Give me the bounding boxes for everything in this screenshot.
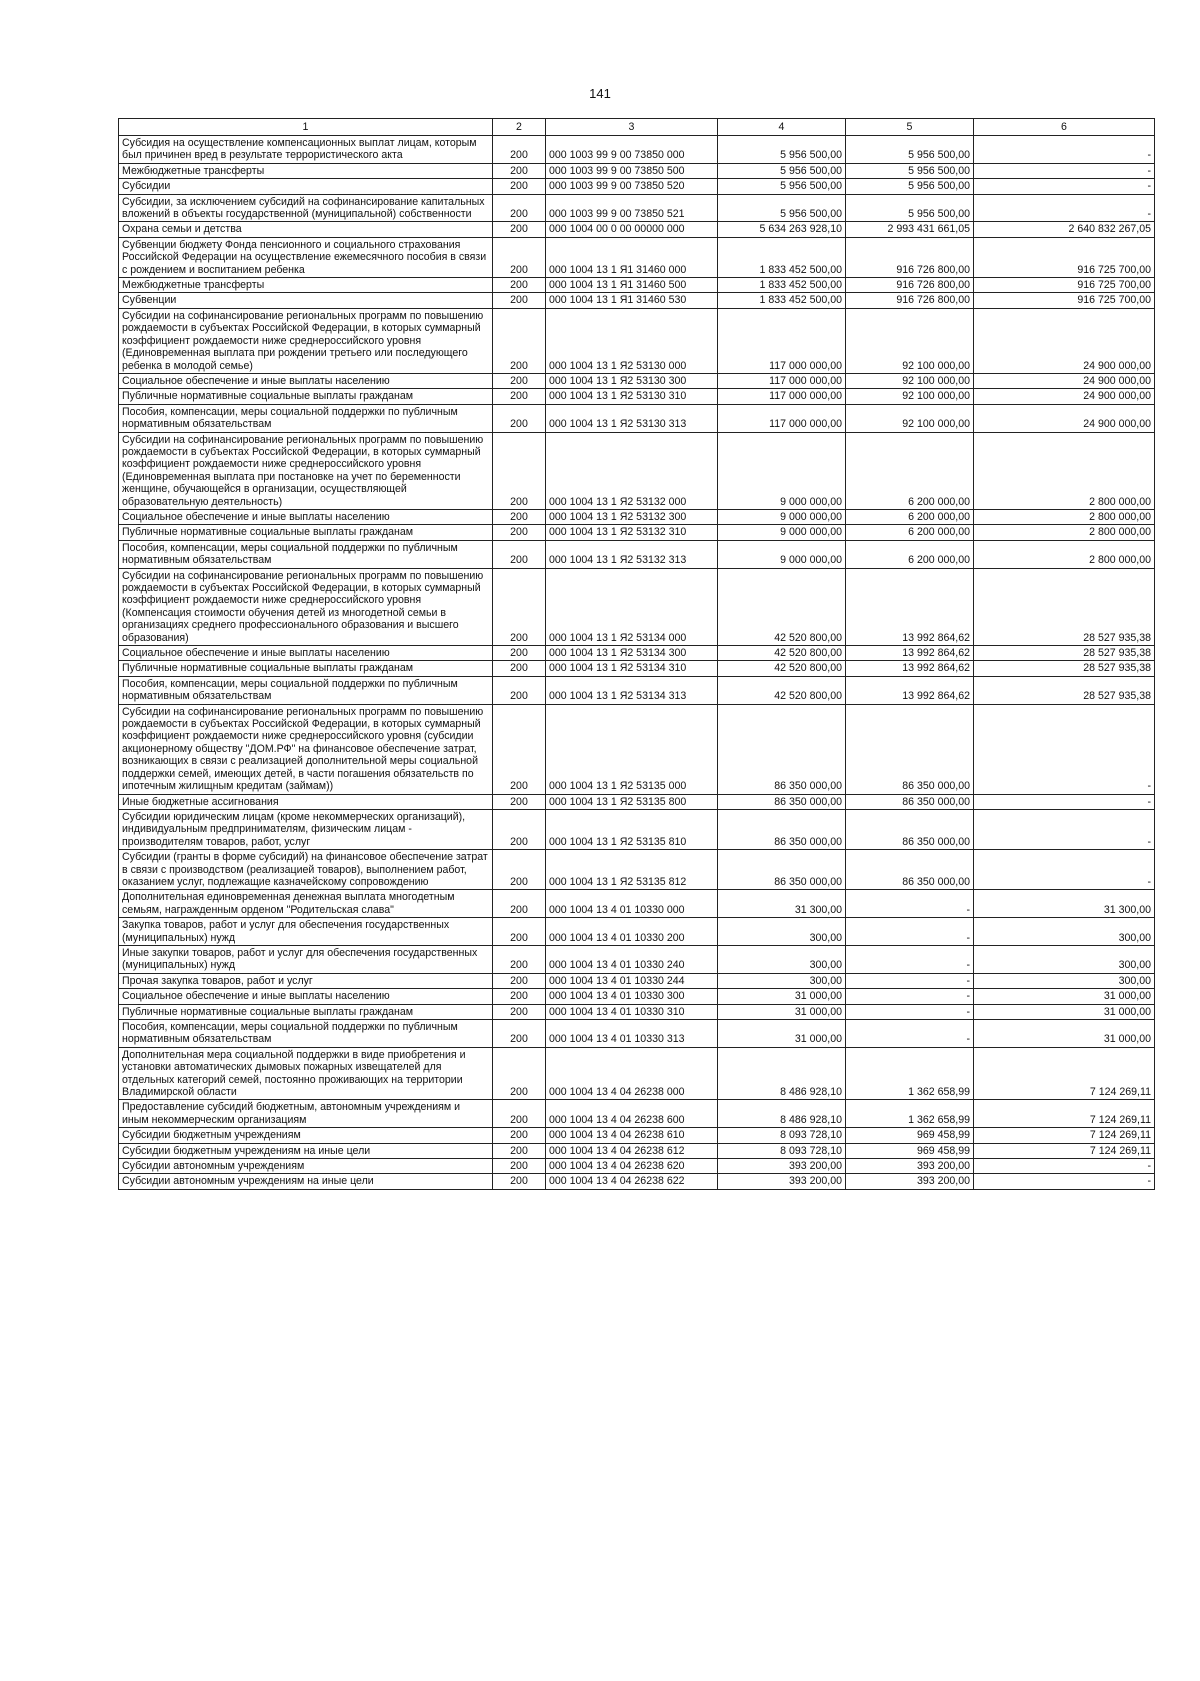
row-amount-col6: -	[974, 163, 1155, 178]
row-admin-code: 200	[493, 540, 546, 568]
table-row	[119, 308, 1155, 373]
row-name: Публичные нормативные социальные выплаты гражданам	[119, 389, 493, 404]
table-body	[119, 136, 1155, 1190]
row-admin-code: 200	[493, 222, 546, 237]
row-classification-code: 000 1004 13 4 01 10330 200	[546, 918, 718, 946]
row-amount-col6: 24 900 000,00	[974, 308, 1155, 373]
row-amount-col4: 5 634 263 928,10	[718, 222, 846, 237]
row-amount-col5: 92 100 000,00	[846, 404, 974, 432]
row-amount-col4: 5 956 500,00	[718, 194, 846, 222]
row-amount-col6: -	[974, 704, 1155, 794]
row-amount-col6: -	[974, 194, 1155, 222]
row-amount-col6: 7 124 269,11	[974, 1128, 1155, 1143]
row-admin-code: 200	[493, 1100, 546, 1128]
row-amount-col4: 300,00	[718, 973, 846, 988]
row-admin-code: 200	[493, 509, 546, 524]
row-name: Субсидии автономным учреждениям	[119, 1159, 493, 1174]
table-row	[119, 890, 1155, 918]
row-amount-col5: 86 350 000,00	[846, 809, 974, 849]
row-name: Субсидии (гранты в форме субсидий) на финансовое обеспечение затрат в связи с производством (реализацией товаров), выполнением работ, оказанием услуг, подлежащие казначейскому сопровождению	[119, 850, 493, 890]
row-amount-col4: 300,00	[718, 918, 846, 946]
table-row	[119, 136, 1155, 164]
row-admin-code: 200	[493, 1174, 546, 1189]
row-amount-col4: 9 000 000,00	[718, 525, 846, 540]
row-amount-col4: 1 833 452 500,00	[718, 293, 846, 308]
row-amount-col5: 6 200 000,00	[846, 525, 974, 540]
row-admin-code: 200	[493, 973, 546, 988]
row-amount-col5: -	[846, 1004, 974, 1019]
row-classification-code: 000 1004 13 4 01 10330 310	[546, 1004, 718, 1019]
row-amount-col6: 24 900 000,00	[974, 404, 1155, 432]
row-amount-col5: 5 956 500,00	[846, 163, 974, 178]
row-admin-code: 200	[493, 850, 546, 890]
row-classification-code: 000 1004 13 1 Я1 31460 000	[546, 237, 718, 277]
table-row	[119, 1128, 1155, 1143]
row-amount-col6: 7 124 269,11	[974, 1047, 1155, 1100]
row-amount-col6: 24 900 000,00	[974, 389, 1155, 404]
row-admin-code: 200	[493, 237, 546, 277]
row-classification-code: 000 1004 13 1 Я2 53135 000	[546, 704, 718, 794]
row-amount-col5: 6 200 000,00	[846, 509, 974, 524]
row-name: Субсидии на софинансирование региональных программ по повышению рождаемости в субъектах Российской Федерации, в которых суммарный коэффициент рождаемости ниже среднероссийского уровня (Компенсация стоимости обучения детей из многодетной семьи в организациях среднего профессионального образования и высшего образования)	[119, 568, 493, 645]
row-admin-code: 200	[493, 661, 546, 676]
row-classification-code: 000 1004 13 1 Я2 53130 300	[546, 373, 718, 388]
budget-table	[118, 118, 1155, 1190]
row-amount-col5: 5 956 500,00	[846, 194, 974, 222]
row-amount-col6: 2 800 000,00	[974, 509, 1155, 524]
row-amount-col6: 31 000,00	[974, 1020, 1155, 1048]
row-name: Социальное обеспечение и иные выплаты населению	[119, 373, 493, 388]
table-row	[119, 293, 1155, 308]
row-amount-col4: 1 833 452 500,00	[718, 278, 846, 293]
table-row	[119, 1174, 1155, 1189]
header-col-3: 3	[546, 119, 718, 136]
row-amount-col4: 86 350 000,00	[718, 794, 846, 809]
row-classification-code: 000 1004 13 1 Я2 53135 800	[546, 794, 718, 809]
row-amount-col6: 2 800 000,00	[974, 525, 1155, 540]
row-name: Пособия, компенсации, меры социальной поддержки по публичным нормативным обязательствам	[119, 676, 493, 704]
row-classification-code: 000 1004 13 1 Я2 53132 310	[546, 525, 718, 540]
row-amount-col4: 42 520 800,00	[718, 568, 846, 645]
row-amount-col4: 31 300,00	[718, 890, 846, 918]
row-name: Субвенции бюджету Фонда пенсионного и социального страхования Российской Федерации на осуществление ежемесячного пособия в связи с рождением и воспитанием ребенка	[119, 237, 493, 277]
row-amount-col4: 117 000 000,00	[718, 373, 846, 388]
row-name: Предоставление субсидий бюджетным, автономным учреждениям и иным некоммерческим организациям	[119, 1100, 493, 1128]
row-classification-code: 000 1004 13 1 Я2 53135 810	[546, 809, 718, 849]
table-row	[119, 1100, 1155, 1128]
row-name: Субвенции	[119, 293, 493, 308]
row-amount-col5: 92 100 000,00	[846, 308, 974, 373]
row-amount-col4: 117 000 000,00	[718, 404, 846, 432]
header-col-4: 4	[718, 119, 846, 136]
row-name: Прочая закупка товаров, работ и услуг	[119, 973, 493, 988]
row-admin-code: 200	[493, 945, 546, 973]
table-row	[119, 389, 1155, 404]
row-name: Иные бюджетные ассигнования	[119, 794, 493, 809]
row-name: Закупка товаров, работ и услуг для обеспечения государственных (муниципальных) нужд	[119, 918, 493, 946]
row-admin-code: 200	[493, 890, 546, 918]
table-row	[119, 973, 1155, 988]
row-classification-code: 000 1003 99 9 00 73850 521	[546, 194, 718, 222]
table-row	[119, 179, 1155, 194]
row-amount-col6: 2 800 000,00	[974, 432, 1155, 509]
row-classification-code: 000 1004 13 4 04 26238 610	[546, 1128, 718, 1143]
row-name: Публичные нормативные социальные выплаты гражданам	[119, 525, 493, 540]
table-row	[119, 1004, 1155, 1019]
row-amount-col5: 13 992 864,62	[846, 661, 974, 676]
row-classification-code: 000 1004 13 1 Я2 53132 300	[546, 509, 718, 524]
row-classification-code: 000 1004 13 1 Я2 53134 313	[546, 676, 718, 704]
row-admin-code: 200	[493, 389, 546, 404]
row-classification-code: 000 1004 13 4 01 10330 300	[546, 989, 718, 1004]
table-row	[119, 1143, 1155, 1158]
row-admin-code: 200	[493, 568, 546, 645]
row-amount-col4: 117 000 000,00	[718, 308, 846, 373]
row-classification-code: 000 1003 99 9 00 73850 500	[546, 163, 718, 178]
row-admin-code: 200	[493, 373, 546, 388]
header-col-6: 6	[974, 119, 1155, 136]
row-admin-code: 200	[493, 1143, 546, 1158]
row-classification-code: 000 1003 99 9 00 73850 520	[546, 179, 718, 194]
header-col-1: 1	[119, 119, 493, 136]
row-name: Субсидии	[119, 179, 493, 194]
row-name: Субсидия на осуществление компенсационных выплат лицам, которым был причинен вред в результате террористического акта	[119, 136, 493, 164]
row-name: Публичные нормативные социальные выплаты гражданам	[119, 1004, 493, 1019]
row-amount-col4: 42 520 800,00	[718, 661, 846, 676]
table-row	[119, 661, 1155, 676]
row-amount-col5: 393 200,00	[846, 1174, 974, 1189]
row-amount-col5: 1 362 658,99	[846, 1047, 974, 1100]
row-admin-code: 200	[493, 194, 546, 222]
row-name: Охрана семьи и детства	[119, 222, 493, 237]
row-amount-col5: 92 100 000,00	[846, 373, 974, 388]
table-row	[119, 404, 1155, 432]
row-amount-col5: -	[846, 1020, 974, 1048]
row-name: Социальное обеспечение и иные выплаты населению	[119, 646, 493, 661]
table-row	[119, 568, 1155, 645]
row-name: Пособия, компенсации, меры социальной поддержки по публичным нормативным обязательствам	[119, 1020, 493, 1048]
row-name: Дополнительная единовременная денежная выплата многодетным семьям, награжденным орденом "Родительская слава"	[119, 890, 493, 918]
row-amount-col5: 916 726 800,00	[846, 237, 974, 277]
row-amount-col5: 5 956 500,00	[846, 136, 974, 164]
row-name: Межбюджетные трансферты	[119, 163, 493, 178]
row-admin-code: 200	[493, 136, 546, 164]
row-admin-code: 200	[493, 293, 546, 308]
row-admin-code: 200	[493, 1020, 546, 1048]
row-amount-col5: 86 350 000,00	[846, 704, 974, 794]
row-classification-code: 000 1004 13 4 04 26238 612	[546, 1143, 718, 1158]
row-amount-col4: 8 093 728,10	[718, 1143, 846, 1158]
table-row	[119, 676, 1155, 704]
row-amount-col6: 916 725 700,00	[974, 293, 1155, 308]
row-classification-code: 000 1004 13 1 Я1 31460 500	[546, 278, 718, 293]
row-name: Субсидии бюджетным учреждениям	[119, 1128, 493, 1143]
table-row	[119, 918, 1155, 946]
row-amount-col6: -	[974, 794, 1155, 809]
row-name: Социальное обеспечение и иные выплаты населению	[119, 509, 493, 524]
row-name: Субсидии на софинансирование региональных программ по повышению рождаемости в субъектах Российской Федерации, в которых суммарный коэффициент рождаемости ниже среднероссийского уровня (Единовременная выплата при постановке на учет по беременности женщине, обучающейся в организации, осуществляющей образовательную деятельность)	[119, 432, 493, 509]
row-admin-code: 200	[493, 809, 546, 849]
row-amount-col5: 2 993 431 661,05	[846, 222, 974, 237]
row-name: Субсидии юридическим лицам (кроме некоммерческих организаций), индивидуальным предпринимателям, физическим лицам - производителям товаров, работ, услуг	[119, 809, 493, 849]
row-classification-code: 000 1004 13 4 04 26238 600	[546, 1100, 718, 1128]
row-amount-col6: 28 527 935,38	[974, 646, 1155, 661]
row-amount-col6: 31 000,00	[974, 1004, 1155, 1019]
row-amount-col4: 42 520 800,00	[718, 646, 846, 661]
row-classification-code: 000 1004 13 1 Я2 53134 000	[546, 568, 718, 645]
table-header-row	[119, 119, 1155, 136]
row-amount-col5: 13 992 864,62	[846, 676, 974, 704]
row-name: Пособия, компенсации, меры социальной поддержки по публичным нормативным обязательствам	[119, 404, 493, 432]
page-number: 141	[589, 86, 611, 101]
row-amount-col4: 31 000,00	[718, 989, 846, 1004]
row-amount-col5: 6 200 000,00	[846, 540, 974, 568]
table-row	[119, 850, 1155, 890]
row-classification-code: 000 1003 99 9 00 73850 000	[546, 136, 718, 164]
table-row	[119, 509, 1155, 524]
row-amount-col6: -	[974, 1174, 1155, 1189]
row-classification-code: 000 1004 13 4 01 10330 244	[546, 973, 718, 988]
row-classification-code: 000 1004 00 0 00 00000 000	[546, 222, 718, 237]
row-amount-col6: 7 124 269,11	[974, 1100, 1155, 1128]
row-classification-code: 000 1004 13 1 Я2 53135 812	[546, 850, 718, 890]
table-row	[119, 989, 1155, 1004]
row-amount-col5: 86 350 000,00	[846, 794, 974, 809]
row-classification-code: 000 1004 13 1 Я2 53130 000	[546, 308, 718, 373]
row-amount-col4: 300,00	[718, 945, 846, 973]
row-amount-col5: 86 350 000,00	[846, 850, 974, 890]
row-amount-col4: 5 956 500,00	[718, 136, 846, 164]
row-amount-col5: -	[846, 890, 974, 918]
row-amount-col5: 393 200,00	[846, 1159, 974, 1174]
row-name: Межбюджетные трансферты	[119, 278, 493, 293]
row-amount-col4: 393 200,00	[718, 1159, 846, 1174]
row-amount-col5: 969 458,99	[846, 1143, 974, 1158]
table-row	[119, 1020, 1155, 1048]
table-row	[119, 794, 1155, 809]
table-row	[119, 1159, 1155, 1174]
row-classification-code: 000 1004 13 1 Я1 31460 530	[546, 293, 718, 308]
row-amount-col5: 13 992 864,62	[846, 646, 974, 661]
row-amount-col6: -	[974, 136, 1155, 164]
row-amount-col4: 9 000 000,00	[718, 540, 846, 568]
row-amount-col4: 9 000 000,00	[718, 432, 846, 509]
row-amount-col6: 2 800 000,00	[974, 540, 1155, 568]
row-admin-code: 200	[493, 278, 546, 293]
row-name: Субсидии автономным учреждениям на иные цели	[119, 1174, 493, 1189]
row-amount-col5: 92 100 000,00	[846, 389, 974, 404]
row-amount-col4: 86 350 000,00	[718, 704, 846, 794]
row-name: Публичные нормативные социальные выплаты гражданам	[119, 661, 493, 676]
row-amount-col6: -	[974, 179, 1155, 194]
row-classification-code: 000 1004 13 4 01 10330 000	[546, 890, 718, 918]
row-amount-col4: 31 000,00	[718, 1004, 846, 1019]
table-row	[119, 432, 1155, 509]
row-name: Субсидии на софинансирование региональных программ по повышению рождаемости в субъектах Российской Федерации, в которых суммарный коэффициент рождаемости ниже среднероссийского уровня (субсидии акционерному обществу "ДОМ.РФ" на финансовое обеспечение затрат, возникающих в связи с реализацией дополнительной меры социальной поддержки семей, имеющих детей, в части погашения обязательств по ипотечным жилищным кредитам (займам))	[119, 704, 493, 794]
row-classification-code: 000 1004 13 1 Я2 53132 313	[546, 540, 718, 568]
row-name: Субсидии на софинансирование региональных программ по повышению рождаемости в субъектах Российской Федерации, в которых суммарный коэффициент рождаемости ниже среднероссийского уровня (Единовременная выплата при рождении третьего или последующего ребенка в молодой семье)	[119, 308, 493, 373]
table-row	[119, 809, 1155, 849]
row-admin-code: 200	[493, 676, 546, 704]
row-amount-col6: -	[974, 850, 1155, 890]
row-amount-col6: 28 527 935,38	[974, 568, 1155, 645]
table-row	[119, 222, 1155, 237]
table-row	[119, 163, 1155, 178]
row-name: Субсидии бюджетным учреждениям на иные цели	[119, 1143, 493, 1158]
row-amount-col6: 916 725 700,00	[974, 278, 1155, 293]
table-row	[119, 945, 1155, 973]
row-amount-col4: 393 200,00	[718, 1174, 846, 1189]
row-amount-col6: 28 527 935,38	[974, 661, 1155, 676]
row-amount-col4: 8 486 928,10	[718, 1047, 846, 1100]
row-amount-col5: 1 362 658,99	[846, 1100, 974, 1128]
table-row	[119, 540, 1155, 568]
row-amount-col6: 24 900 000,00	[974, 373, 1155, 388]
row-amount-col5: -	[846, 918, 974, 946]
row-classification-code: 000 1004 13 4 04 26238 620	[546, 1159, 718, 1174]
row-classification-code: 000 1004 13 1 Я2 53130 310	[546, 389, 718, 404]
table-row	[119, 704, 1155, 794]
row-classification-code: 000 1004 13 4 04 26238 000	[546, 1047, 718, 1100]
row-amount-col4: 8 486 928,10	[718, 1100, 846, 1128]
row-amount-col4: 1 833 452 500,00	[718, 237, 846, 277]
row-amount-col6: -	[974, 809, 1155, 849]
row-amount-col4: 42 520 800,00	[718, 676, 846, 704]
row-amount-col4: 8 093 728,10	[718, 1128, 846, 1143]
row-classification-code: 000 1004 13 4 04 26238 622	[546, 1174, 718, 1189]
row-name: Социальное обеспечение и иные выплаты населению	[119, 989, 493, 1004]
row-amount-col6: 2 640 832 267,05	[974, 222, 1155, 237]
row-admin-code: 200	[493, 1128, 546, 1143]
header-col-5: 5	[846, 119, 974, 136]
row-amount-col5: 969 458,99	[846, 1128, 974, 1143]
row-amount-col6: 28 527 935,38	[974, 676, 1155, 704]
row-amount-col6: 31 000,00	[974, 989, 1155, 1004]
row-admin-code: 200	[493, 646, 546, 661]
row-classification-code: 000 1004 13 1 Я2 53134 300	[546, 646, 718, 661]
row-amount-col5: 6 200 000,00	[846, 432, 974, 509]
row-admin-code: 200	[493, 525, 546, 540]
row-admin-code: 200	[493, 404, 546, 432]
row-amount-col4: 117 000 000,00	[718, 389, 846, 404]
table-row	[119, 373, 1155, 388]
row-amount-col5: 916 726 800,00	[846, 278, 974, 293]
row-classification-code: 000 1004 13 1 Я2 53132 000	[546, 432, 718, 509]
row-amount-col6: 31 300,00	[974, 890, 1155, 918]
row-amount-col4: 86 350 000,00	[718, 850, 846, 890]
row-amount-col4: 5 956 500,00	[718, 179, 846, 194]
row-amount-col4: 31 000,00	[718, 1020, 846, 1048]
row-amount-col5: -	[846, 989, 974, 1004]
table-row	[119, 278, 1155, 293]
row-amount-col6: -	[974, 1159, 1155, 1174]
row-amount-col6: 7 124 269,11	[974, 1143, 1155, 1158]
row-admin-code: 200	[493, 1004, 546, 1019]
row-admin-code: 200	[493, 1159, 546, 1174]
row-admin-code: 200	[493, 432, 546, 509]
row-classification-code: 000 1004 13 1 Я2 53130 313	[546, 404, 718, 432]
row-classification-code: 000 1004 13 1 Я2 53134 310	[546, 661, 718, 676]
row-name: Иные закупки товаров, работ и услуг для обеспечения государственных (муниципальных) нужд	[119, 945, 493, 973]
table-row	[119, 525, 1155, 540]
row-amount-col5: 13 992 864,62	[846, 568, 974, 645]
row-admin-code: 200	[493, 1047, 546, 1100]
row-amount-col5: -	[846, 945, 974, 973]
row-amount-col5: -	[846, 973, 974, 988]
row-amount-col6: 300,00	[974, 945, 1155, 973]
row-admin-code: 200	[493, 794, 546, 809]
row-name: Пособия, компенсации, меры социальной поддержки по публичным нормативным обязательствам	[119, 540, 493, 568]
row-name: Субсидии, за исключением субсидий на софинансирование капитальных вложений в объекты государственной (муниципальной) собственности	[119, 194, 493, 222]
row-amount-col4: 86 350 000,00	[718, 809, 846, 849]
table-row	[119, 237, 1155, 277]
row-admin-code: 200	[493, 989, 546, 1004]
row-amount-col6: 300,00	[974, 918, 1155, 946]
row-classification-code: 000 1004 13 4 01 10330 240	[546, 945, 718, 973]
row-amount-col4: 5 956 500,00	[718, 163, 846, 178]
row-amount-col6: 300,00	[974, 973, 1155, 988]
row-amount-col6: 916 725 700,00	[974, 237, 1155, 277]
row-admin-code: 200	[493, 704, 546, 794]
row-amount-col5: 5 956 500,00	[846, 179, 974, 194]
row-classification-code: 000 1004 13 4 01 10330 313	[546, 1020, 718, 1048]
row-amount-col4: 9 000 000,00	[718, 509, 846, 524]
row-admin-code: 200	[493, 163, 546, 178]
table-row	[119, 646, 1155, 661]
row-admin-code: 200	[493, 918, 546, 946]
row-amount-col5: 916 726 800,00	[846, 293, 974, 308]
row-name: Дополнительная мера социальной поддержки в виде приобретения и установки автоматических дымовых пожарных извещателей для отдельных категорий семей, постоянно проживающих на территории Владимирской области	[119, 1047, 493, 1100]
row-admin-code: 200	[493, 308, 546, 373]
table-row	[119, 1047, 1155, 1100]
table-row	[119, 194, 1155, 222]
row-admin-code: 200	[493, 179, 546, 194]
header-col-2: 2	[493, 119, 546, 136]
